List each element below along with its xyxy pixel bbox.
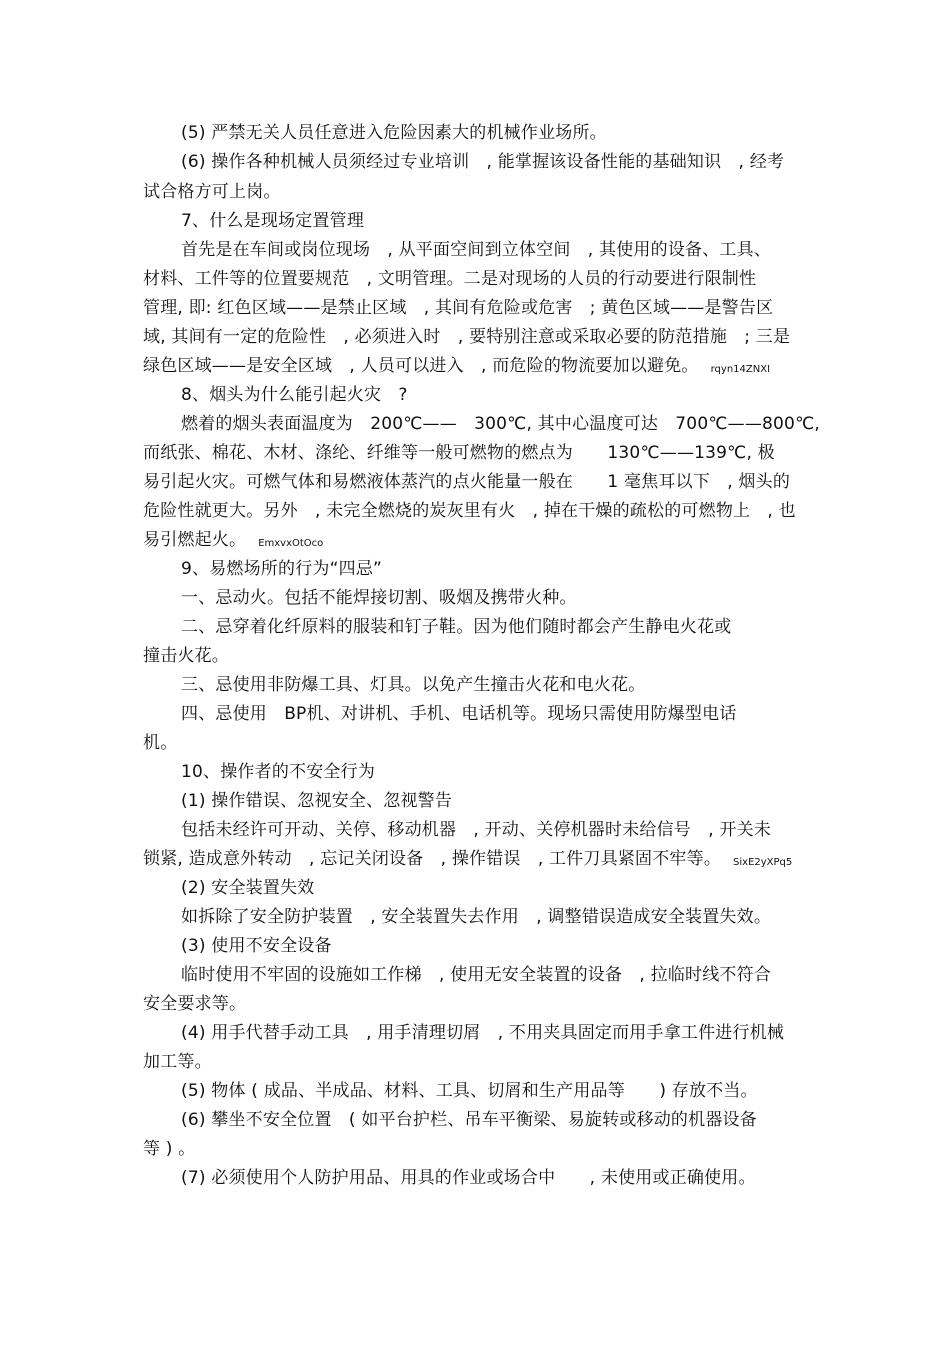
text-line: (7) 必须使用个人防护用品、用具的作业或场合中 , 未使用或正确使用。 [181,1168,756,1188]
watermark-code: EmxvxOtOco [258,538,324,549]
text-line: (4) 用手代替手动工具 , 用手清理切屑 , 不用夹具固定而用手拿工件进行机械 [181,1023,785,1043]
watermark-code: rqyn14ZNXI [710,364,771,375]
text-line: 域, 其间有一定的危险性 , 必须进入时 , 要特别注意或采取必要的防范措施 ; 三是 [143,327,791,347]
text-line: 等 ) 。 [143,1139,196,1159]
text-line: 撞击火花。 [143,646,229,666]
section-heading: 7、什么是现场定置管理 [181,211,365,231]
section-heading: 10、操作者的不安全行为 [181,762,376,782]
text-line: 一、忌动火。包括不能焊接切割、吸烟及携带火种。 [181,588,577,608]
text-line: 材料、工件等的位置要规范 , 文明管理。二是对现场的人员的行动要进行限制性 [143,269,757,289]
text-line: 四、忌使用 BP机、对讲机、手机、电话机等。现场只需使用防爆型电话 [181,704,737,724]
text-line: 包括未经许可开动、关停、移动机器 , 开动、关停机器时未给信号 , 开关未 [181,820,772,840]
text-line: 临时使用不牢固的设施如工作梯 , 使用无安全装置的设备 , 拉临时线不符合 [181,965,772,985]
text-line: 三、忌使用非防爆工具、灯具。以免产生撞击火花和电火花。 [181,675,646,695]
sub-heading: (2) 安全装置失效 [181,878,315,898]
text-line: 机。 [143,733,178,753]
sub-heading: (1) 操作错误、忽视安全、忽视警告 [181,791,453,811]
watermark-code: SixE2yXPq5 [733,857,793,868]
text-line: (5) 严禁无关人员任意进入危险因素大的机械作业场所。 [181,123,607,143]
text-line: (6) 攀坐不安全位置 ( 如平台护栏、吊车平衡梁、易旋转或移动的机器设备 [181,1110,757,1130]
text-line: (5) 物体 ( 成品、半成品、材料、工具、切屑和生产用品等 ) 存放不当。 [181,1081,758,1101]
text-line: 绿色区域——是安全区域 , 人员可以进入 , 而危险的物流要加以避免。 rqyn14ZNXI [143,356,771,376]
sub-heading: (3) 使用不安全设备 [181,936,332,956]
text-line: 安全要求等。 [143,994,247,1014]
text-line: 燃着的烟头表面温度为 200℃—— 300℃, 其中心温度可达 700℃——800℃, [181,414,820,434]
section-heading: 8、烟头为什么能引起火灾 ? [181,385,408,405]
text-line: 易引起火灾。可燃气体和易燃液体蒸汽的点火能量一般在 1 毫焦耳以下 , 烟头的 [143,472,791,492]
text-line: 而纸张、棉花、木材、涤纶、纤维等一般可燃物的燃点为 130℃——139℃, 极 [143,443,775,463]
text-line: 易引燃起火。 EmxvxOtOco [143,530,324,550]
text-line: 如拆除了安全防护装置 , 安全装置失去作用 , 调整错误造成安全装置失效。 [181,907,772,927]
section-heading: 9、易燃场所的行为“四忌” [181,559,383,579]
text-line: 锁紧, 造成意外转动 , 忘记关闭设备 , 操作错误 , 工件刀具紧固不牢等。 SixE2yXPq5 [143,849,793,869]
text-line: 二、忌穿着化纤原料的服装和钉子鞋。因为他们随时都会产生静电火花或 [181,617,732,637]
text-line: (6) 操作各种机械人员须经过专业培训 , 能掌握该设备性能的基础知识 , 经考 [181,152,785,172]
text-line: 加工等。 [143,1052,212,1072]
text-line: 管理, 即: 红色区域——是禁止区域 , 其间有危险或危害 ; 黄色区域——是警告区 [143,298,774,318]
text-line: 试合格方可上岗。 [143,182,281,202]
text-line: 危险性就更大。另外 , 未完全燃烧的炭灰里有火 , 掉在干燥的疏松的可燃物上 , 也 [143,501,796,521]
text-line: 首先是在车间或岗位现场 , 从平面空间到立体空间 , 其使用的设备、工具、 [181,240,772,260]
